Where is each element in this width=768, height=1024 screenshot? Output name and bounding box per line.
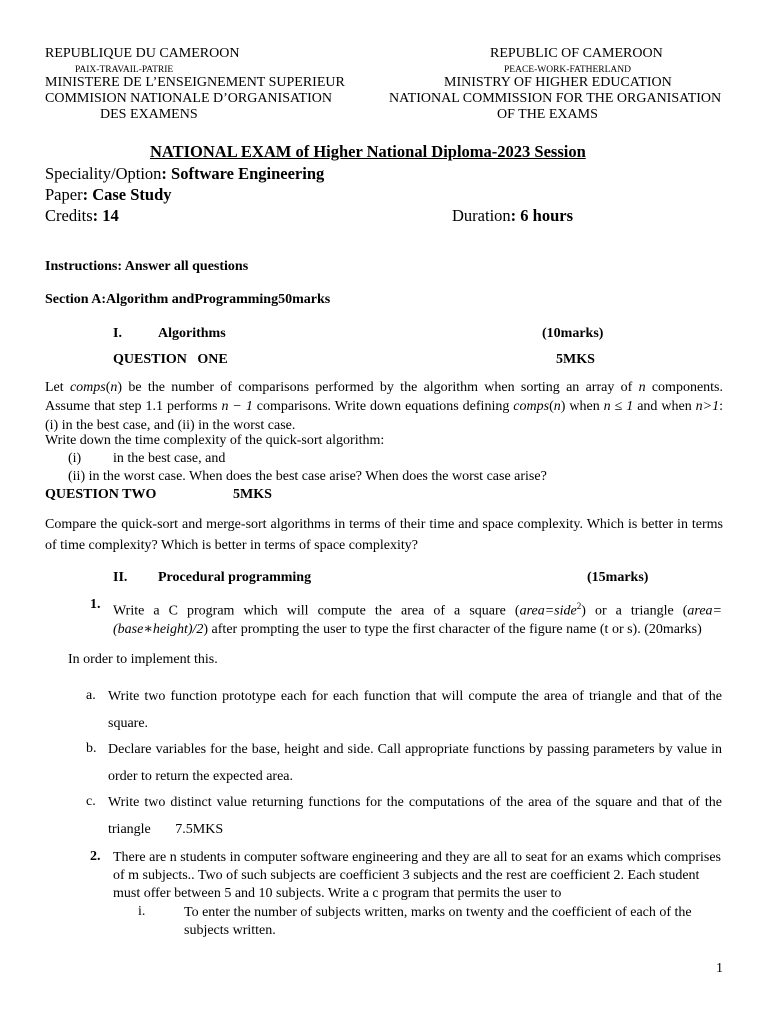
item1-text: Write a C program which will compute the area of a square (area=side$^2$) or a triangle (area=(base∗height)/2) after prompting the user to type the first character of the figure name (t or s). (20marks) [113, 601, 722, 637]
part2-marks: (15marks) [587, 570, 649, 585]
sub-i-number: i. [138, 904, 146, 919]
header-left-republic: REPUBLIQUE DU CAMEROON [45, 46, 240, 61]
header-right-ministry: MINISTRY OF HIGHER EDUCATION [444, 75, 672, 90]
sub-item-i-number: (i) [68, 451, 82, 466]
paper-line [45, 185, 172, 205]
item-b-letter: b. [86, 741, 97, 756]
question-one-paragraph: Let comps(n) be the number of comparisons performed by the algorithm when sorting an array of n components. Assume that step 1.1 performs n − 1 comparisons. Write down equations defining comps(n) when n ≤ 1 and when n>1: (i) in the best case, and (ii) in the worst case. [45, 380, 724, 433]
page-number: 1 [716, 961, 723, 976]
item-a-letter: a. [86, 688, 96, 703]
duration-label: Duration [452, 206, 511, 225]
credits-line [45, 206, 119, 226]
part1-number: I. [113, 326, 122, 341]
item2-text: There are n students in computer software engineering and they are all to seat for an exams which comprises of m subjects.. Two of such subjects are coefficient 3 subjects and the rest are coefficient 2. Each student must offer between 5 and 10 subjects. Write a c program that permits the user to [113, 850, 722, 901]
item-c-letter: c. [86, 794, 96, 809]
sub-item-ii: (ii) in the worst case. When does the best case arise? When does the worst case arise? [68, 469, 547, 484]
instructions: Instructions: Answer all questions [45, 259, 249, 274]
part2-number: II. [113, 570, 128, 585]
header-left-ministry: MINISTERE DE L’ENSEIGNEMENT SUPERIEUR [45, 75, 345, 90]
speciality-line [45, 164, 324, 184]
header-left-exams: DES EXAMENS [100, 107, 198, 122]
implement-note: In order to implement this. [68, 652, 218, 667]
duration-line [452, 206, 573, 226]
credits-value: : 14 [92, 206, 119, 225]
part1-title: Algorithms [158, 326, 226, 341]
item-c-text: Write two distinct value returning functions for the computations of the area of the square and that of the triangle 7.5MKS [108, 795, 726, 837]
paper-value: : Case Study [82, 185, 172, 204]
header-right-republic: REPUBLIC OF CAMEROON [490, 46, 663, 61]
header-left-commission: COMMISION NATIONALE D’ORGANISATION [45, 91, 332, 106]
question-two-text: Compare the quick-sort and merge-sort algorithms in terms of their time and space complexity. Which is better in terms of time complexity? Which is better in terms of space complexity? [45, 517, 723, 553]
item1-number: 1. [90, 597, 101, 612]
question-two-marks: 5MKS [233, 487, 272, 502]
part1-marks: (10marks) [542, 326, 604, 341]
section-a-heading: Section A:Algorithm andProgramming50marks [45, 292, 331, 307]
part2-title: Procedural programming [158, 570, 312, 585]
item-b-text: Declare variables for the base, height and side. Call appropriate functions by passing parameters by value in order to return the expected area. [108, 742, 722, 784]
item2-number: 2. [90, 849, 101, 864]
speciality-label: Speciality/Option [45, 164, 162, 183]
header-right-motto: PEACE-WORK-FATHERLAND [504, 65, 632, 75]
question-one-marks: 5MKS [556, 352, 595, 367]
sub-i-text: To enter the number of subjects written, marks on twenty and the coefficient of each of the subjects written. [184, 905, 692, 938]
duration-value: : 6 hours [510, 206, 573, 225]
paper-label: Paper [45, 185, 83, 204]
exam-title: NATIONAL EXAM of Higher National Diploma-2023 Session [150, 142, 586, 161]
question-one-label: QUESTION ONE [113, 352, 228, 367]
header-right-commission: NATIONAL COMMISSION FOR THE ORGANISATION [389, 91, 722, 106]
header-right-exams: OF THE EXAMS [497, 107, 598, 122]
question-two-label: QUESTION TWO [45, 487, 157, 502]
item-a-text: Write two function prototype each for each function that will compute the area of triangle and that of the square. [108, 689, 722, 731]
credits-label: Credits [45, 206, 93, 225]
speciality-value: : Software Engineering [161, 164, 325, 183]
quick-sort-prompt: Write down the time complexity of the quick-sort algorithm: [45, 433, 385, 448]
header-left-motto: PAIX-TRAVAIL-PATRIE [75, 65, 174, 75]
sub-item-i-text: in the best case, and [113, 451, 226, 466]
